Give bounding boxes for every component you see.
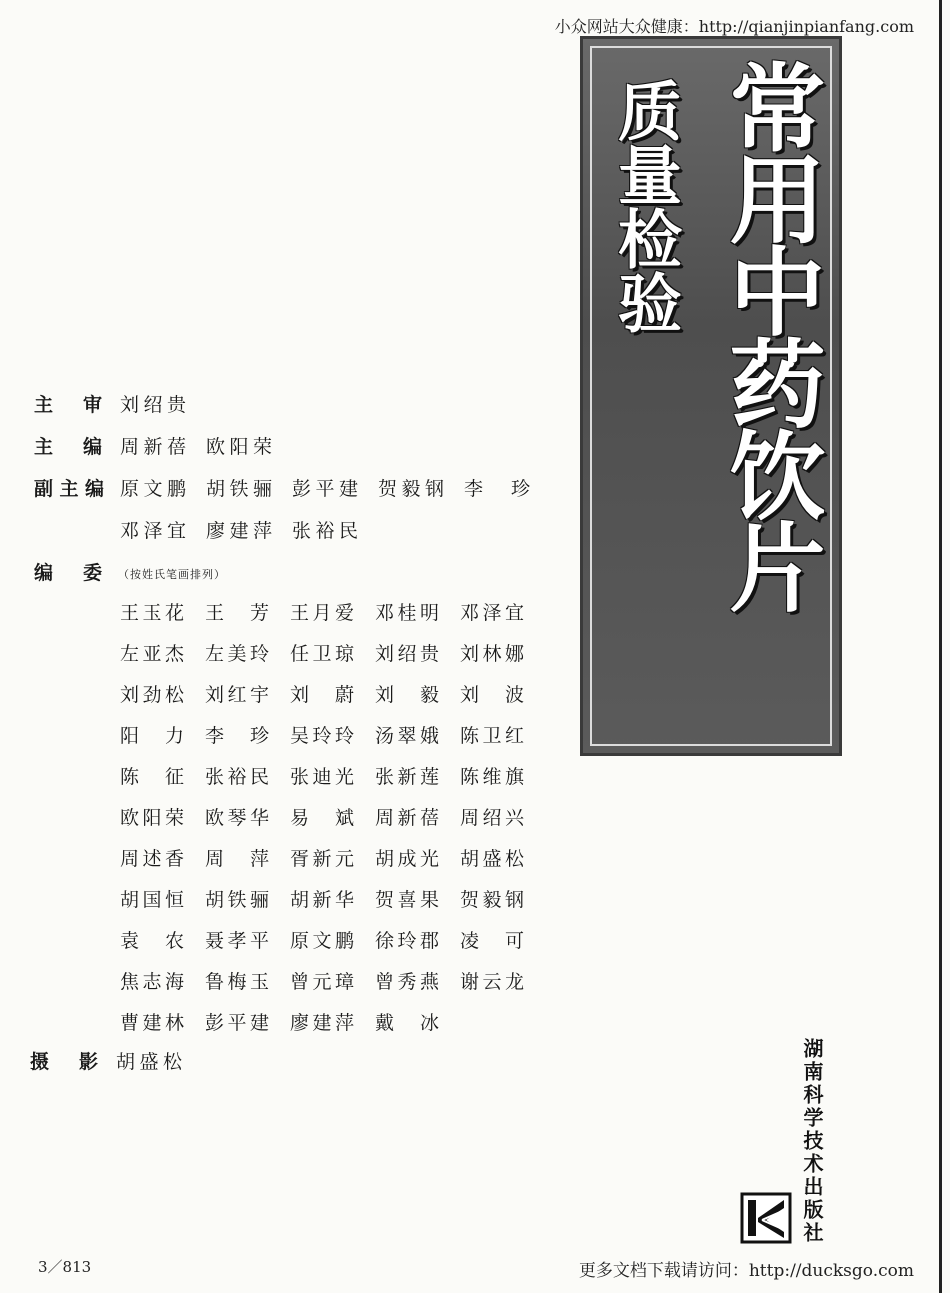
chief-editor-label: 主编 (34, 436, 104, 458)
person-name: 刘绍贵 (375, 643, 439, 665)
person-name: 周述香 (120, 848, 184, 870)
committee-list (120, 598, 545, 1049)
deputy-editors-names-line2 (120, 516, 378, 543)
person-name: 周绍兴 (460, 807, 524, 829)
person-name: 胥新元 (290, 848, 354, 870)
deputy-editors-names-line1 (120, 474, 550, 501)
person-name: 原文鹏 (290, 930, 354, 952)
person-name: 彭平建 (205, 1012, 269, 1034)
person-name: 欧阳荣 (206, 436, 272, 458)
photography-names (116, 1047, 202, 1074)
person-name: 廖建萍 (206, 520, 272, 542)
person-name: 陈征 (120, 766, 184, 788)
person-name: 戴冰 (375, 1012, 439, 1034)
person-name: 刘毅 (375, 684, 439, 706)
person-name: 李珍 (205, 725, 269, 747)
chief-reviewer-names (120, 390, 206, 417)
person-name: 王月爱 (290, 602, 354, 624)
person-name: 贺毅钢 (378, 478, 444, 500)
person-name: 周新蓓 (375, 807, 439, 829)
committee-row (120, 639, 545, 680)
person-name: 刘林娜 (460, 643, 524, 665)
committee-row (120, 967, 545, 1008)
person-name: 曾元璋 (290, 971, 354, 993)
person-name: 刘蔚 (290, 684, 354, 706)
page-counter: 3／813 (38, 1258, 92, 1276)
person-name: 袁农 (120, 930, 184, 952)
person-name: 陈卫红 (460, 725, 524, 747)
person-name: 汤翠娥 (375, 725, 439, 747)
committee-row (120, 926, 545, 967)
person-name: 刘劲松 (120, 684, 184, 706)
committee-row (120, 844, 545, 885)
deputy-editors-label: 副主编 (34, 478, 104, 500)
person-name: 左美玲 (205, 643, 269, 665)
watermark-bottom: 更多文档下载请访问：http://ducksgo.com (578, 1261, 914, 1281)
person-name: 原文鹏 (120, 478, 186, 500)
person-name: 贺毅钢 (460, 889, 524, 911)
deputy-editors-row-2 (34, 516, 554, 558)
committee-row (120, 680, 545, 721)
photography-row (30, 1047, 430, 1089)
person-name: 陈维旗 (460, 766, 524, 788)
person-name: 胡成光 (375, 848, 439, 870)
person-name: 徐玲郡 (375, 930, 439, 952)
committee-row (120, 721, 545, 762)
committee-note: （按姓氏笔画排列） (118, 568, 226, 581)
person-name: 周新蓓 (120, 436, 186, 458)
committee-row (120, 598, 545, 639)
person-name: 张新莲 (375, 766, 439, 788)
person-name: 易斌 (290, 807, 354, 829)
title-banner (580, 36, 842, 756)
person-name: 曹建林 (120, 1012, 184, 1034)
person-name: 贺喜果 (375, 889, 439, 911)
photography-label: 摄影 (30, 1051, 100, 1073)
person-name: 任卫琼 (290, 643, 354, 665)
committee-row (120, 803, 545, 844)
committee-label: 编委 (34, 562, 104, 584)
person-name: 胡盛松 (460, 848, 524, 870)
page-edge (939, 0, 942, 1293)
person-name: 刘绍贵 (120, 394, 186, 416)
publisher-logo (740, 1192, 792, 1244)
person-name: 鲁梅玉 (205, 971, 269, 993)
person-name: 王玉花 (120, 602, 184, 624)
chief-reviewer-label: 主审 (34, 394, 104, 416)
publisher-name: 湖南科学技术出版社 (800, 1038, 824, 1245)
person-name: 胡铁骊 (205, 889, 269, 911)
person-name: 凌可 (460, 930, 524, 952)
person-name: 邓泽宜 (120, 520, 186, 542)
book-subtitle: 质量检验 (607, 78, 681, 334)
person-name: 张裕民 (292, 520, 358, 542)
person-name: 欧阳荣 (120, 807, 184, 829)
person-name: 左亚杰 (120, 643, 184, 665)
credits-block (30, 390, 554, 1073)
person-name: 曾秀燕 (375, 971, 439, 993)
person-name: 张迪光 (290, 766, 354, 788)
person-name: 王芳 (205, 602, 269, 624)
person-name: 彭平建 (292, 478, 358, 500)
person-name: 刘波 (460, 684, 524, 706)
person-name: 欧琴华 (205, 807, 269, 829)
chief-editor-row (34, 432, 554, 474)
person-name: 周萍 (205, 848, 269, 870)
watermark-top: 小众网站大众健康：http://qianjinpianfang.com (554, 17, 914, 36)
person-name: 胡国恒 (120, 889, 184, 911)
person-name: 焦志海 (120, 971, 184, 993)
committee-row (120, 885, 545, 926)
committee-label-row (34, 558, 554, 600)
person-name: 胡铁骊 (206, 478, 272, 500)
person-name: 刘红宇 (205, 684, 269, 706)
book-title: 常用中药饮片 (714, 58, 826, 610)
committee-row (120, 1008, 545, 1049)
person-name: 阳力 (120, 725, 184, 747)
person-name: 邓泽宜 (460, 602, 524, 624)
person-name: 吴玲玲 (290, 725, 354, 747)
person-name: 胡新华 (290, 889, 354, 911)
committee-row (120, 762, 545, 803)
person-name: 邓桂明 (375, 602, 439, 624)
person-name: 胡盛松 (116, 1051, 182, 1073)
person-name: 谢云龙 (460, 971, 524, 993)
person-name: 廖建萍 (290, 1012, 354, 1034)
chief-editor-names (120, 432, 292, 459)
person-name: 张裕民 (205, 766, 269, 788)
chief-reviewer-row (34, 390, 554, 432)
person-name: 聂孝平 (205, 930, 269, 952)
person-name: 李珍 (464, 478, 530, 500)
deputy-editors-row (34, 474, 554, 516)
